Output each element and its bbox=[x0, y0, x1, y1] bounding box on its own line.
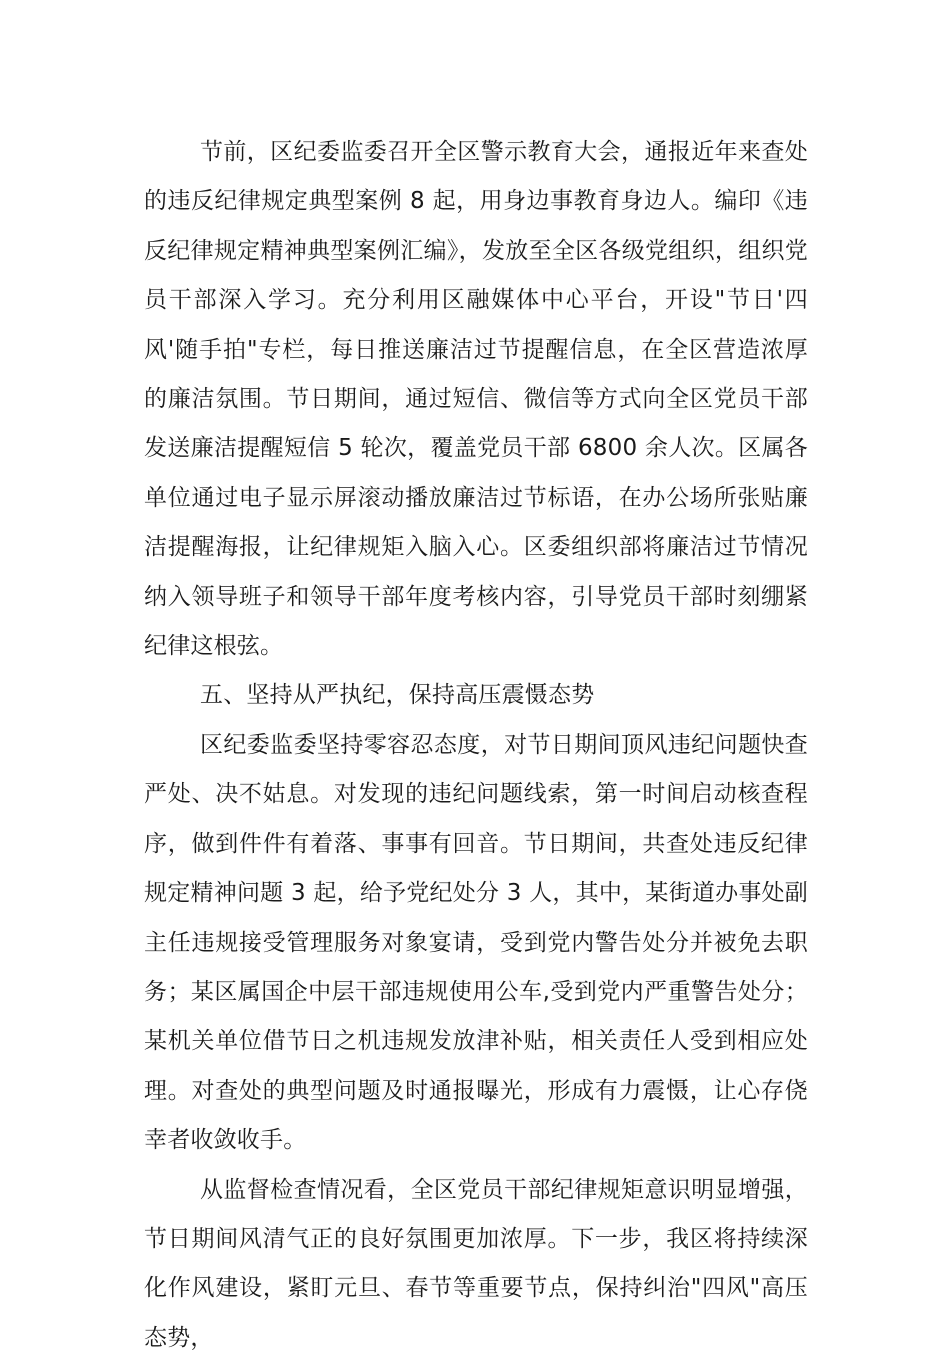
section-heading-five: 五、坚持从严执纪，保持高压震慑态势 bbox=[200, 682, 595, 709]
document-body bbox=[144, 128, 808, 1363]
paragraph-next-steps: 从监督检查情况看，全区党员干部纪律规矩意识明显增强，节日期间风清气正的良好氛围更加浓厚。下一步，我区将持续深化作风建设，紧盯元旦、春节等重要节点，保持纠治"四风"高压态势， bbox=[144, 1176, 808, 1351]
paragraph-strict-discipline: 区纪委监委坚持零容忍态度，对节日期间顶风违纪问题快查严处、决不姑息。对发现的违纪问题线索，第一时间启动核查程序，做到件件有着落、事事有回音。节日期间，共查处违反纪律规定精神问题 3 起，给予党纪处分 3 人，其中，某街道办事处副主任违规接受管理服务对象宴请，受到党内警告处分并被免去职务；某区属国企中层干部违规使用公车,受到党内严重警告处分；某机关单位借节日之机违规发放津补贴，相关责任人受到相应处理。对查处的典型问题及时通报曝光，形成有力震慑，让心存侥幸者收敛收手。 bbox=[144, 731, 808, 1154]
paragraph-warning-education: 节前，区纪委监委召开全区警示教育大会，通报近年来查处的违反纪律规定典型案例 8 起，用身边事教育身边人。编印《违反纪律规定精神典型案例汇编》，发放至全区各级党组织，组织党员干部深入学习。充分利用区融媒体中心平台，开设"节日'四风'随手拍"专栏，每日推送廉洁过节提醒信息，在全区营造浓厚的廉洁氛围。节日期间，通过短信、微信等方式向全区党员干部发送廉洁提醒短信 5 轮次，覆盖党员干部 6800 余人次。区属各单位通过电子显示屏滚动播放廉洁过节标语，在办公场所张贴廉洁提醒海报，让纪律规矩入脑入心。区委组织部将廉洁过节情况纳入领导班子和领导干部年度考核内容，引导党员干部时刻绷紧纪律这根弦。 bbox=[144, 139, 808, 660]
